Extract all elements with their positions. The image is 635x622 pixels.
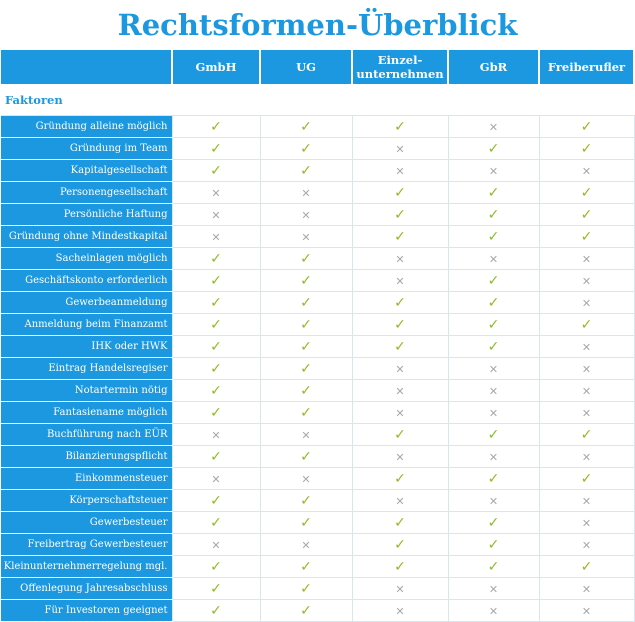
table-row	[1, 204, 634, 226]
check-icon: ✓	[580, 427, 593, 443]
check-icon: ✓	[210, 405, 222, 421]
table-cell	[260, 270, 352, 292]
comparison-table	[1, 50, 635, 622]
table-cell	[448, 204, 539, 226]
table-row	[1, 270, 634, 292]
cross-icon: ✕	[488, 583, 499, 596]
table-cell	[448, 116, 539, 138]
check-icon: ✓	[210, 603, 222, 619]
cross-icon: ✕	[581, 407, 592, 420]
table-cell	[352, 424, 448, 446]
row-label: Gründung alleine möglich	[1, 116, 172, 138]
cross-icon: ✕	[211, 473, 221, 486]
table-cell	[172, 468, 260, 490]
table-cell	[539, 336, 634, 358]
table-cell	[352, 138, 448, 160]
table-cell	[260, 468, 352, 490]
row-label: Bilanzierungspflicht	[1, 446, 172, 468]
check-icon: ✓	[210, 361, 222, 377]
cross-icon: ✕	[488, 451, 499, 464]
table-row	[1, 160, 634, 182]
table-cell	[448, 358, 539, 380]
cross-icon: ✕	[395, 451, 405, 464]
check-icon: ✓	[580, 207, 593, 223]
check-icon: ✓	[487, 141, 500, 157]
check-icon: ✓	[210, 559, 222, 575]
table-cell	[172, 424, 260, 446]
table-cell	[352, 116, 448, 138]
check-icon: ✓	[580, 471, 593, 487]
table-cell	[260, 446, 352, 468]
table-cell	[539, 424, 634, 446]
row-label: Offenlegung Jahresabschluss	[1, 578, 172, 600]
check-icon: ✓	[210, 273, 222, 289]
check-icon: ✓	[300, 515, 312, 531]
table-cell	[352, 490, 448, 512]
cross-icon: ✕	[581, 517, 592, 530]
table-cell	[448, 446, 539, 468]
cross-icon: ✕	[211, 187, 221, 200]
table-cell	[352, 380, 448, 402]
check-icon: ✓	[487, 427, 500, 443]
table-cell	[448, 490, 539, 512]
table-cell	[172, 270, 260, 292]
table-cell	[172, 578, 260, 600]
table-row	[1, 402, 634, 424]
check-icon: ✓	[580, 141, 593, 157]
row-label: Freibertrag Gewerbesteuer	[1, 534, 172, 556]
check-icon: ✓	[580, 317, 593, 333]
row-label: Sacheinlagen möglich	[1, 248, 172, 270]
table-cell	[352, 556, 448, 578]
table-cell	[172, 512, 260, 534]
table-cell	[352, 314, 448, 336]
cross-icon: ✕	[301, 231, 311, 244]
cross-icon: ✕	[211, 231, 221, 244]
check-icon: ✓	[210, 449, 222, 465]
table-row	[1, 600, 634, 622]
check-icon: ✓	[394, 295, 406, 311]
check-icon: ✓	[394, 339, 406, 355]
check-icon: ✓	[487, 295, 500, 311]
header-row	[1, 50, 634, 84]
table-cell	[448, 270, 539, 292]
check-icon: ✓	[300, 581, 312, 597]
cross-icon: ✕	[301, 429, 311, 442]
table-cell	[352, 292, 448, 314]
table-row	[1, 292, 634, 314]
table-cell	[448, 336, 539, 358]
check-icon: ✓	[300, 449, 312, 465]
check-icon: ✓	[487, 537, 500, 553]
cross-icon: ✕	[301, 209, 311, 222]
cross-icon: ✕	[395, 583, 405, 596]
cross-icon: ✕	[581, 539, 592, 552]
table-cell	[539, 138, 634, 160]
check-icon: ✓	[210, 339, 222, 355]
table-cell	[172, 490, 260, 512]
section-label: Faktoren	[1, 84, 634, 116]
check-icon: ✓	[300, 405, 312, 421]
header-corner	[1, 50, 172, 84]
table-cell	[172, 116, 260, 138]
column-header: GmbH	[172, 50, 260, 84]
column-header: Freiberufler	[539, 50, 634, 84]
check-icon: ✓	[300, 163, 312, 179]
check-icon: ✓	[580, 185, 593, 201]
check-icon: ✓	[300, 603, 312, 619]
check-icon: ✓	[394, 207, 406, 223]
table-cell	[260, 292, 352, 314]
table-cell	[539, 160, 634, 182]
table-cell	[260, 380, 352, 402]
table-cell	[539, 182, 634, 204]
table-row	[1, 358, 634, 380]
table-cell	[352, 248, 448, 270]
cross-icon: ✕	[395, 407, 405, 420]
cross-icon: ✕	[581, 495, 592, 508]
table-cell	[539, 534, 634, 556]
table-cell	[539, 116, 634, 138]
cross-icon: ✕	[211, 209, 221, 222]
cross-icon: ✕	[581, 605, 592, 618]
check-icon: ✓	[580, 229, 593, 245]
check-icon: ✓	[300, 119, 312, 135]
cross-icon: ✕	[395, 385, 405, 398]
row-label: Buchführung nach EÜR	[1, 424, 172, 446]
cross-icon: ✕	[581, 253, 592, 266]
check-icon: ✓	[580, 559, 593, 575]
cross-icon: ✕	[395, 363, 405, 376]
table-cell	[448, 468, 539, 490]
check-icon: ✓	[394, 427, 406, 443]
table-cell	[172, 248, 260, 270]
page-title: Rechtsformen-Überblick	[117, 8, 518, 42]
table-cell	[448, 380, 539, 402]
row-label: IHK oder HWK	[1, 336, 172, 358]
check-icon: ✓	[300, 317, 312, 333]
check-icon: ✓	[487, 273, 500, 289]
table-cell	[260, 182, 352, 204]
table-cell	[352, 226, 448, 248]
row-label: Geschäftskonto erforderlich	[1, 270, 172, 292]
cross-icon: ✕	[581, 583, 592, 596]
check-icon: ✓	[487, 471, 500, 487]
check-icon: ✓	[300, 141, 312, 157]
table-cell	[172, 314, 260, 336]
check-icon: ✓	[210, 251, 222, 267]
table-cell	[448, 226, 539, 248]
table-cell	[172, 402, 260, 424]
cross-icon: ✕	[488, 253, 499, 266]
cross-icon: ✕	[395, 143, 405, 156]
cross-icon: ✕	[581, 341, 592, 354]
check-icon: ✓	[394, 185, 406, 201]
check-icon: ✓	[210, 493, 222, 509]
table-cell	[448, 512, 539, 534]
table-cell	[260, 578, 352, 600]
row-label: Notartermin nötig	[1, 380, 172, 402]
table-row	[1, 116, 634, 138]
cross-icon: ✕	[211, 429, 221, 442]
section-row	[1, 84, 634, 116]
table-cell	[352, 270, 448, 292]
row-label: Für Investoren geeignet	[1, 600, 172, 622]
table-cell	[352, 468, 448, 490]
table-cell	[539, 468, 634, 490]
row-label: Einkommensteuer	[1, 468, 172, 490]
table-cell	[172, 138, 260, 160]
table-cell	[448, 600, 539, 622]
row-label: Gewerbesteuer	[1, 512, 172, 534]
table-cell	[260, 204, 352, 226]
cross-icon: ✕	[488, 165, 499, 178]
table-row	[1, 248, 634, 270]
cross-icon: ✕	[488, 385, 499, 398]
table-cell	[539, 248, 634, 270]
table-cell	[448, 292, 539, 314]
table-cell	[172, 160, 260, 182]
table-cell	[260, 160, 352, 182]
check-icon: ✓	[300, 295, 312, 311]
table-cell	[260, 336, 352, 358]
table-cell	[539, 446, 634, 468]
table-cell	[172, 534, 260, 556]
table-cell	[539, 292, 634, 314]
check-icon: ✓	[300, 559, 312, 575]
table-cell	[352, 336, 448, 358]
check-icon: ✓	[580, 119, 593, 135]
table-cell	[172, 358, 260, 380]
check-icon: ✓	[300, 251, 312, 267]
check-icon: ✓	[487, 559, 500, 575]
check-icon: ✓	[210, 141, 222, 157]
table-cell	[448, 534, 539, 556]
table-cell	[448, 578, 539, 600]
table-cell	[448, 314, 539, 336]
table-cell	[260, 358, 352, 380]
check-icon: ✓	[487, 515, 500, 531]
column-header: Einzel- unternehmen	[352, 50, 448, 84]
table-cell	[352, 512, 448, 534]
check-icon: ✓	[210, 295, 222, 311]
table-row	[1, 314, 634, 336]
row-label: Kleinunternehmerregelung mgl.	[1, 556, 172, 578]
check-icon: ✓	[210, 581, 222, 597]
table-cell	[448, 182, 539, 204]
table-cell	[539, 204, 634, 226]
check-icon: ✓	[487, 339, 500, 355]
check-icon: ✓	[210, 119, 222, 135]
check-icon: ✓	[300, 493, 312, 509]
table-cell	[172, 182, 260, 204]
table-cell	[260, 248, 352, 270]
check-icon: ✓	[210, 317, 222, 333]
table-cell	[172, 600, 260, 622]
cross-icon: ✕	[395, 495, 405, 508]
table-cell	[448, 424, 539, 446]
cross-icon: ✕	[581, 165, 592, 178]
table-row	[1, 578, 634, 600]
cross-icon: ✕	[395, 253, 405, 266]
check-icon: ✓	[487, 317, 500, 333]
table-cell	[539, 358, 634, 380]
table-cell	[448, 138, 539, 160]
table-cell	[352, 578, 448, 600]
table-cell	[260, 512, 352, 534]
check-icon: ✓	[394, 119, 406, 135]
row-label: Anmeldung beim Finanzamt	[1, 314, 172, 336]
check-icon: ✓	[300, 339, 312, 355]
table-row	[1, 138, 634, 160]
table-cell	[260, 226, 352, 248]
row-label: Kapitalgesellschaft	[1, 160, 172, 182]
table-cell	[172, 446, 260, 468]
table-cell	[539, 226, 634, 248]
table-cell	[352, 402, 448, 424]
table-cell	[260, 490, 352, 512]
table-cell	[172, 204, 260, 226]
cross-icon: ✕	[395, 165, 405, 178]
table-row	[1, 226, 634, 248]
table-cell	[260, 116, 352, 138]
check-icon: ✓	[210, 515, 222, 531]
check-icon: ✓	[487, 185, 500, 201]
cross-icon: ✕	[581, 385, 592, 398]
table-cell	[448, 402, 539, 424]
cross-icon: ✕	[581, 297, 592, 310]
row-label: Fantasiename möglich	[1, 402, 172, 424]
cross-icon: ✕	[211, 539, 221, 552]
table-cell	[352, 446, 448, 468]
table-cell	[352, 600, 448, 622]
row-label: Gründung ohne Mindestkapital	[1, 226, 172, 248]
column-header: UG	[260, 50, 352, 84]
table-cell	[539, 402, 634, 424]
table-cell	[172, 556, 260, 578]
table-cell	[260, 534, 352, 556]
table-cell	[539, 600, 634, 622]
table-row	[1, 182, 634, 204]
table-cell	[352, 160, 448, 182]
check-icon: ✓	[210, 383, 222, 399]
table-row	[1, 468, 634, 490]
table-cell	[172, 336, 260, 358]
table-cell	[539, 578, 634, 600]
cross-icon: ✕	[488, 495, 499, 508]
check-icon: ✓	[300, 383, 312, 399]
check-icon: ✓	[394, 537, 406, 553]
table-cell	[539, 380, 634, 402]
cross-icon: ✕	[301, 539, 311, 552]
table-cell	[448, 556, 539, 578]
table-cell	[172, 380, 260, 402]
table-row	[1, 446, 634, 468]
table-cell	[448, 248, 539, 270]
column-header: GbR	[448, 50, 539, 84]
table-cell	[260, 314, 352, 336]
table-cell	[172, 226, 260, 248]
table-cell	[539, 490, 634, 512]
cross-icon: ✕	[488, 605, 499, 618]
table-cell	[352, 358, 448, 380]
cross-icon: ✕	[488, 121, 499, 134]
check-icon: ✓	[487, 229, 500, 245]
check-icon: ✓	[210, 163, 222, 179]
check-icon: ✓	[300, 273, 312, 289]
cross-icon: ✕	[395, 275, 405, 288]
table-cell	[260, 424, 352, 446]
row-label: Persönliche Haftung	[1, 204, 172, 226]
table-row	[1, 490, 634, 512]
cross-icon: ✕	[301, 473, 311, 486]
cross-icon: ✕	[581, 275, 592, 288]
table-cell	[352, 534, 448, 556]
check-icon: ✓	[394, 559, 406, 575]
check-icon: ✓	[394, 229, 406, 245]
table-cell	[539, 556, 634, 578]
table-cell	[260, 138, 352, 160]
check-icon: ✓	[394, 317, 406, 333]
table-row	[1, 424, 634, 446]
row-label: Eintrag Handelsregiser	[1, 358, 172, 380]
check-icon: ✓	[394, 471, 406, 487]
table-row	[1, 556, 634, 578]
table-row	[1, 534, 634, 556]
cross-icon: ✕	[395, 605, 405, 618]
check-icon: ✓	[300, 361, 312, 377]
table-body	[1, 84, 634, 622]
table-row	[1, 380, 634, 402]
table-cell	[448, 160, 539, 182]
table-cell	[172, 292, 260, 314]
table-row	[1, 336, 634, 358]
cross-icon: ✕	[581, 451, 592, 464]
cross-icon: ✕	[301, 187, 311, 200]
cross-icon: ✕	[488, 407, 499, 420]
table-cell	[260, 402, 352, 424]
check-icon: ✓	[487, 207, 500, 223]
table-cell	[352, 204, 448, 226]
table-cell	[260, 556, 352, 578]
check-icon: ✓	[394, 515, 406, 531]
row-label: Personengesellschaft	[1, 182, 172, 204]
cross-icon: ✕	[488, 363, 499, 376]
table-cell	[539, 270, 634, 292]
cross-icon: ✕	[581, 363, 592, 376]
row-label: Gewerbeanmeldung	[1, 292, 172, 314]
table-cell	[352, 182, 448, 204]
table-row	[1, 512, 634, 534]
table-cell	[260, 600, 352, 622]
table-cell	[539, 512, 634, 534]
table-cell	[539, 314, 634, 336]
row-label: Körperschaftsteuer	[1, 490, 172, 512]
row-label: Gründung im Team	[1, 138, 172, 160]
